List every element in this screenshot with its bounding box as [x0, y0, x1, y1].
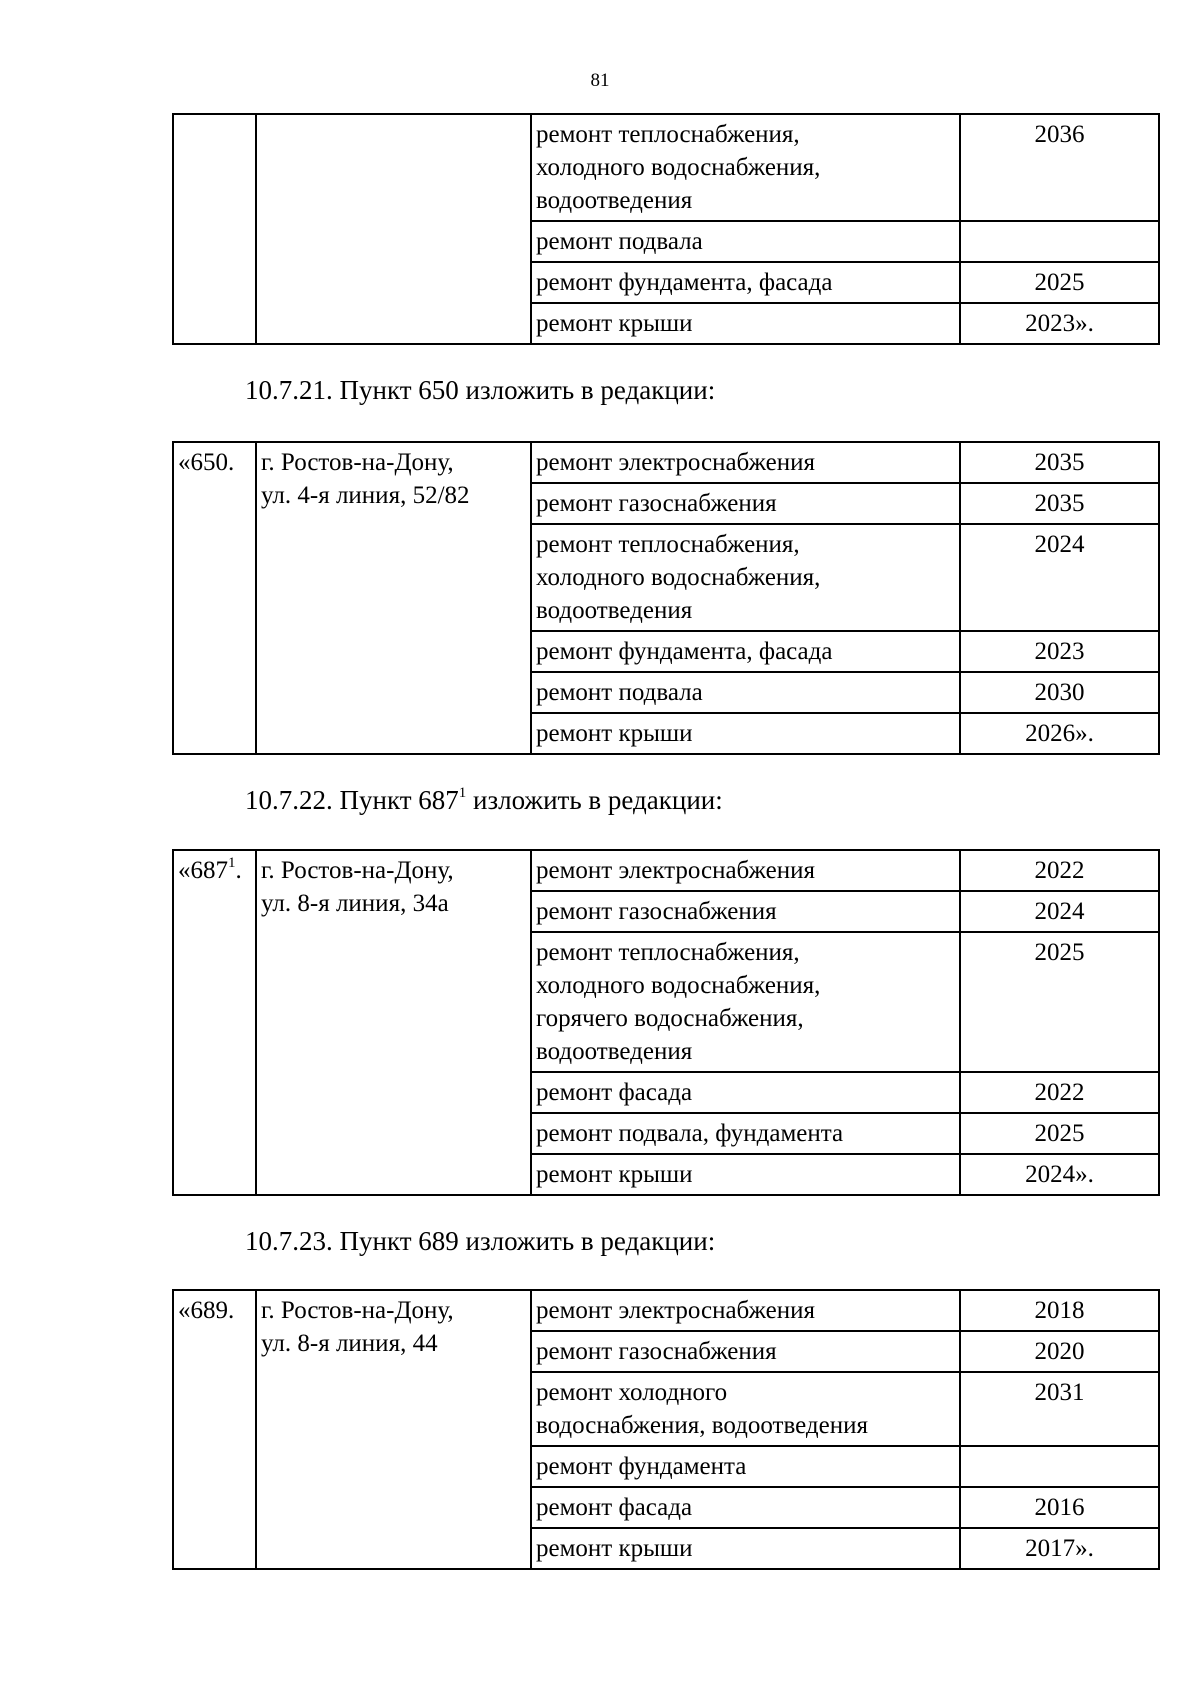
- item-687-1-table: [172, 849, 1160, 1196]
- work-cell: ремонт газоснабжения: [531, 483, 960, 524]
- year-cell: [960, 1446, 1159, 1487]
- year-cell: 2025: [960, 932, 1159, 1072]
- year-cell: 2022: [960, 1072, 1159, 1113]
- year-cell: 2031: [960, 1372, 1159, 1446]
- work-cell: ремонт крыши: [531, 303, 960, 344]
- year-cell: 2030: [960, 672, 1159, 713]
- year-cell: 2023».: [960, 303, 1159, 344]
- year-cell: 2017».: [960, 1528, 1159, 1569]
- year-cell: 2022: [960, 850, 1159, 891]
- item-address: г. Ростов-на-Дону, ул. 8-я линия, 34а: [256, 850, 531, 1195]
- item-address: г. Ростов-на-Дону, ул. 8-я линия, 44: [256, 1290, 531, 1569]
- work-cell: ремонт крыши: [531, 713, 960, 754]
- work-cell: ремонт крыши: [531, 1154, 960, 1195]
- year-cell: 2020: [960, 1331, 1159, 1372]
- work-cell: ремонт электроснабжения: [531, 442, 960, 483]
- work-cell: ремонт фасада: [531, 1487, 960, 1528]
- item-address: г. Ростов-на-Дону, ул. 4-я линия, 52/82: [256, 442, 531, 754]
- year-cell: 2024: [960, 891, 1159, 932]
- year-cell: [960, 221, 1159, 262]
- year-cell: 2024: [960, 524, 1159, 631]
- item-number: «650.: [173, 442, 256, 754]
- work-cell: ремонт газоснабжения: [531, 1331, 960, 1372]
- work-cell: ремонт газоснабжения: [531, 891, 960, 932]
- work-cell: ремонт подвала, фундамента: [531, 1113, 960, 1154]
- year-cell: 2035: [960, 483, 1159, 524]
- section-heading: 10.7.22. Пункт $687^1$ изложить в редакции:: [245, 785, 723, 815]
- address-cell: [256, 114, 531, 344]
- year-cell: 2024».: [960, 1154, 1159, 1195]
- work-cell: ремонт подвала: [531, 221, 960, 262]
- work-cell: ремонт фундамента, фасада: [531, 631, 960, 672]
- work-cell: ремонт подвала: [531, 672, 960, 713]
- item-number: «$687^1$.: [173, 850, 256, 1195]
- continuation-table: [172, 113, 1160, 345]
- year-cell: 2035: [960, 442, 1159, 483]
- work-cell: ремонт крыши: [531, 1528, 960, 1569]
- item-689-table: [172, 1289, 1160, 1570]
- work-cell: ремонт фундамента: [531, 1446, 960, 1487]
- work-cell: ремонт электроснабжения: [531, 1290, 960, 1331]
- year-cell: 2026».: [960, 713, 1159, 754]
- year-cell: 2025: [960, 1113, 1159, 1154]
- work-cell: ремонт фундамента, фасада: [531, 262, 960, 303]
- year-cell: 2023: [960, 631, 1159, 672]
- section-heading: 10.7.21. Пункт 650 изложить в редакции:: [245, 375, 716, 405]
- number-cell: [173, 114, 256, 344]
- work-cell: ремонт теплоснабжения, холодного водоснабжения, водоотведения: [531, 524, 960, 631]
- work-cell: ремонт фасада: [531, 1072, 960, 1113]
- item-number: «689.: [173, 1290, 256, 1569]
- work-cell: ремонт холодного водоснабжения, водоотведения: [531, 1372, 960, 1446]
- work-cell: ремонт электроснабжения: [531, 850, 960, 891]
- section-heading: 10.7.23. Пункт 689 изложить в редакции:: [245, 1226, 716, 1256]
- work-cell: ремонт теплоснабжения, холодного водоснабжения, горячего водоснабжения, водоотведения: [531, 932, 960, 1072]
- year-cell: 2036: [960, 114, 1159, 221]
- work-cell: ремонт теплоснабжения, холодного водоснабжения, водоотведения: [531, 114, 960, 221]
- year-cell: 2025: [960, 262, 1159, 303]
- year-cell: 2016: [960, 1487, 1159, 1528]
- item-650-table: [172, 441, 1160, 755]
- page-number: 81: [590, 70, 610, 91]
- year-cell: 2018: [960, 1290, 1159, 1331]
